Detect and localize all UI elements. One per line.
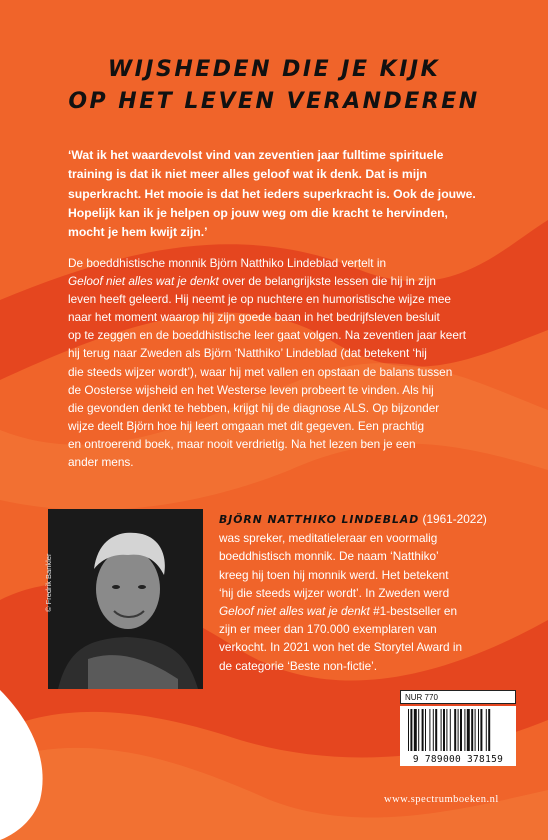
barcode-bar: [433, 709, 434, 751]
barcode-bar: [408, 709, 409, 751]
barcode: [400, 706, 516, 766]
bio-line: kreeg hij toen hij monnik werd. Het betekent: [219, 567, 449, 582]
quote-line: superkracht. Het mooie is dat het ieders superkracht is. Ook de jouwe.: [68, 186, 476, 201]
headline-line-1: WIJSHEDEN DIE JE KIJK: [107, 57, 441, 82]
barcode-bar: [446, 709, 447, 751]
bio-line: zijn er meer dan 170.000 exemplaren van: [219, 622, 437, 637]
barcode-bar: [471, 709, 473, 751]
bio-line: Geloof niet alles wat je denkt #1-bestseller en: [219, 604, 458, 619]
blurb-line: hij terug naar Zweden als Björn ‘Natthiko’ Lindeblad (dat betekent ‘hij: [68, 346, 427, 361]
barcode-bar: [486, 709, 487, 751]
nur-code: NUR 770: [400, 690, 516, 704]
barcode-bar: [435, 709, 437, 751]
barcode-bar: [480, 709, 482, 751]
barcode-bar: [450, 709, 451, 751]
blurb-line: op te zeggen en de boeddhistische leer gaat volgen. Na zeventien jaar keert: [68, 328, 467, 343]
barcode-bar: [478, 709, 479, 751]
blurb-line: De boeddhistische monnik Björn Natthiko Lindeblad vertelt in: [68, 256, 387, 270]
bio-line: boeddhistisch monnik. De naam ‘Natthiko’: [219, 549, 439, 564]
bio-line: de categorie ‘Beste non-fictie’.: [219, 658, 378, 673]
quote-line: training is dat ik niet meer alles geloof wat ik denk. Dat is mijn: [68, 167, 427, 182]
blurb-line: die steeds wijzer wordt’), waar hij met vallen en opstaan de balans tussen: [68, 364, 453, 379]
barcode-bar: [422, 709, 424, 751]
quote-line: Hopelijk kan ik je helpen op jouw weg om die kracht te hervinden,: [68, 205, 448, 220]
quote-line: ‘Wat ik het waardevolst vind van zeventien jaar fulltime spirituele: [68, 148, 444, 162]
blurb: [68, 254, 488, 471]
author-years: (1961-2022): [422, 512, 487, 526]
headline-line-2: OP HET LEVEN VERANDEREN: [68, 89, 480, 114]
publisher-website: www.spectrumboeken.nl: [384, 794, 499, 805]
quote: [68, 146, 488, 242]
bio-line: was spreker, meditatieleraar en voormalig: [219, 531, 438, 546]
barcode-bar: [460, 709, 462, 751]
barcode-bar: [454, 709, 456, 751]
blurb-line: ander mens.: [68, 455, 134, 470]
bio-line: ‘hij die steeds wijzer wordt’. In Zweden werd: [219, 585, 450, 600]
barcode-bar: [429, 709, 430, 751]
blurb-line: Geloof niet alles wat je denkt over de belangrijkste lessen die hij in zijn: [68, 274, 436, 289]
barcode-bar: [488, 709, 490, 751]
barcode-bar: [464, 709, 465, 751]
barcode-bar: [441, 709, 442, 751]
barcode-bars: [406, 709, 510, 753]
barcode-bar: [443, 709, 445, 751]
author-bio: [219, 510, 499, 675]
photo-credit: © Fredrik Bankler: [44, 553, 53, 612]
barcode-bar: [418, 709, 419, 751]
blurb-line: wijze deelt Björn hoe hij leert omgaan met dit gegeven. Een prachtig: [68, 418, 425, 433]
barcode-bar: [475, 709, 476, 751]
blurb-line: de Oosterse wijsheid en het Westerse leven probeert te vinden. Als hij: [68, 382, 434, 397]
book-title: Geloof niet alles wat je denkt: [68, 274, 219, 289]
blurb-line: leven heeft geleerd. Hij neemt je op nuchtere en humoristische wijze mee: [68, 292, 451, 307]
blurb-line: naar het moment waarop hij zijn goede baan in het bedrijfsleven besluit: [68, 310, 440, 325]
isbn: 9 789000 378159: [412, 754, 504, 765]
barcode-bar: [425, 709, 426, 751]
headline: [0, 54, 548, 118]
barcode-bar: [410, 709, 412, 751]
barcode-bar: [458, 709, 459, 751]
author-photo: [48, 509, 203, 689]
blurb-line: en ontroerend boek, maar nooit verdrietig. Na het lezen ben je een: [68, 436, 416, 451]
blurb-line: die gevonden denkt te hebben, krijgt hij de diagnose ALS. Op bijzonder: [68, 400, 440, 415]
barcode-bar: [467, 709, 470, 751]
author-portrait-image: [48, 509, 203, 689]
quote-line: mocht je hem kwijt zijn.’: [68, 225, 208, 240]
author-name: BJÖRN NATTHIKO LINDEBLAD: [219, 513, 420, 526]
bio-line: verkocht. In 2021 won het de Storytel Award in: [219, 640, 463, 655]
bio-book-title: Geloof niet alles wat je denkt: [219, 604, 370, 619]
barcode-bar: [414, 709, 417, 751]
